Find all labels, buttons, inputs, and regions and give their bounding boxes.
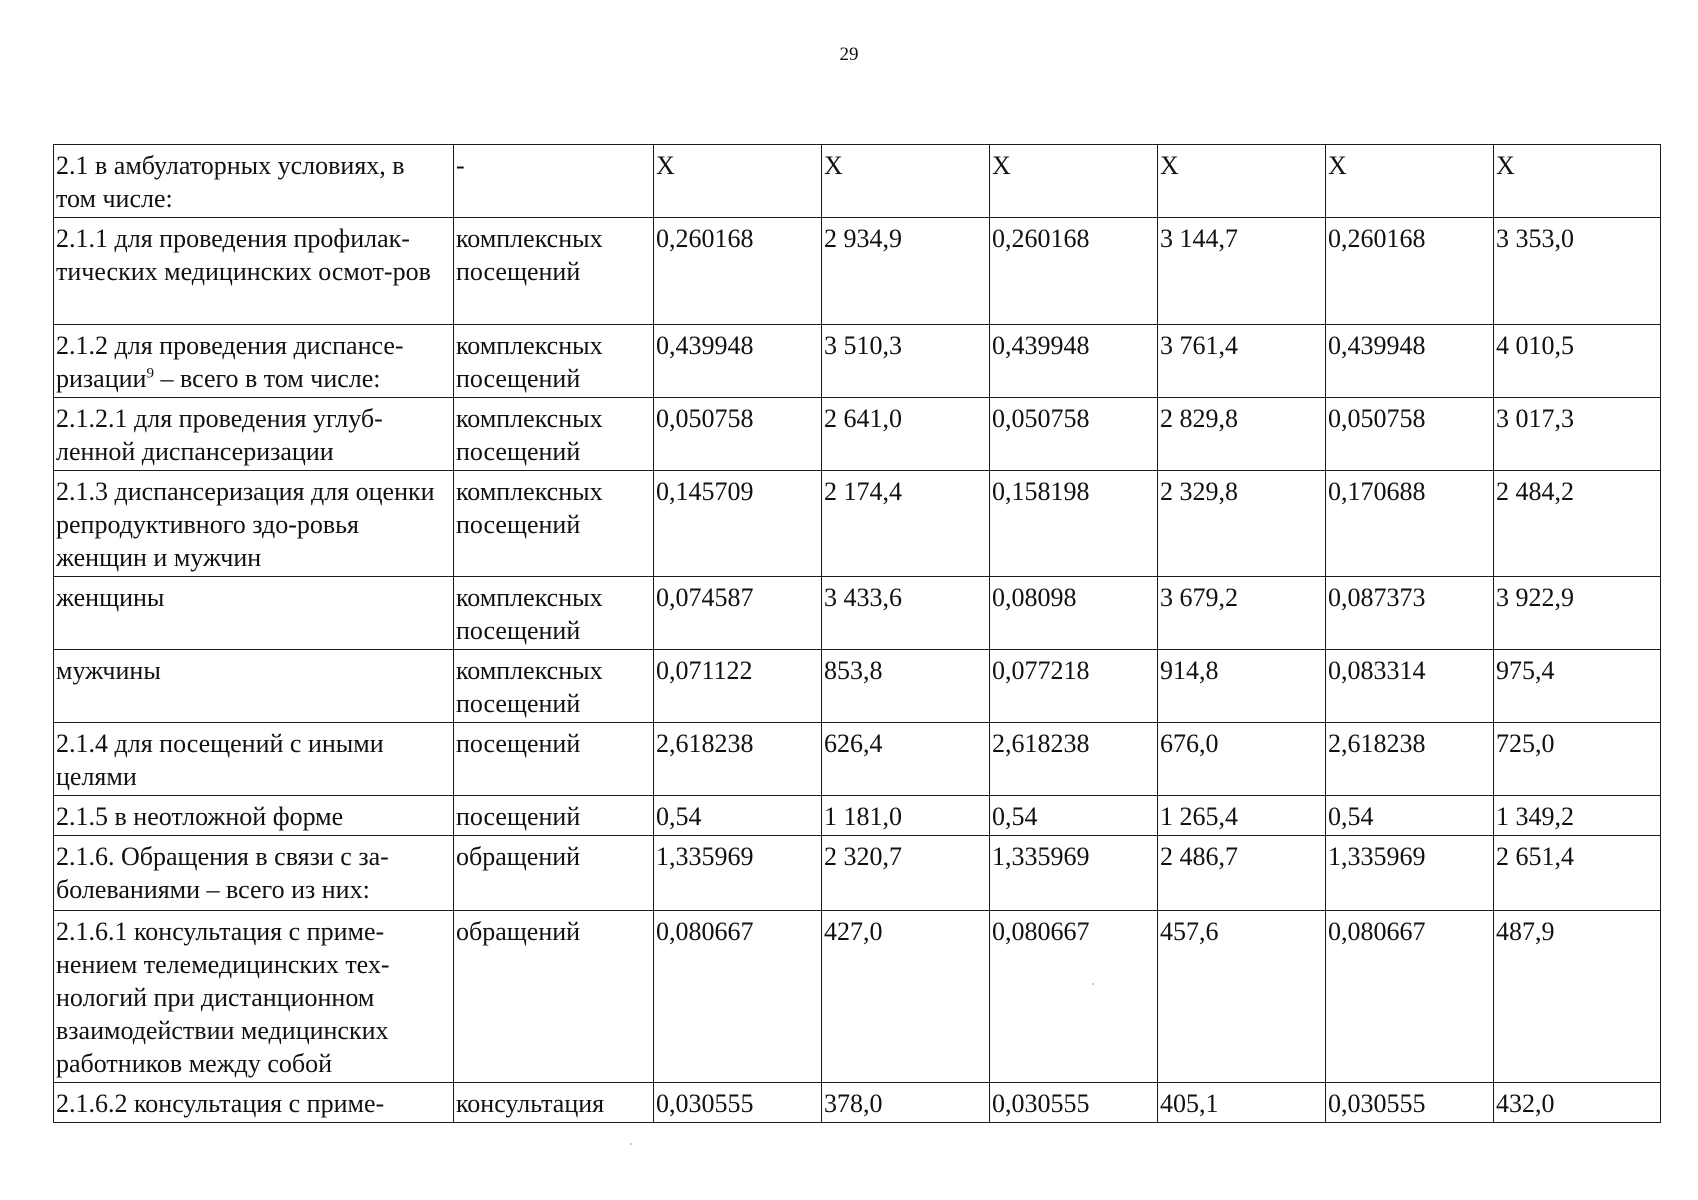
value-cell: 626,4 <box>822 723 990 796</box>
value-cell: 0,439948 <box>990 325 1158 398</box>
value-cell: 0,54 <box>990 796 1158 836</box>
table-row <box>54 325 1661 398</box>
table-row <box>54 911 1661 1083</box>
row-name-cell <box>54 325 454 398</box>
value-cell: X <box>990 145 1158 218</box>
value-cell: 2 934,9 <box>822 218 990 325</box>
row-name-cell: 2.1.6. Обращения в связи с за-болеваниями – всего из них: <box>54 836 454 911</box>
value-cell: 2,618238 <box>654 723 822 796</box>
value-cell: 1,335969 <box>654 836 822 911</box>
value-cell: X <box>1494 145 1661 218</box>
value-cell: 0,083314 <box>1326 650 1494 723</box>
value-cell: 0,08098 <box>990 577 1158 650</box>
data-table <box>53 144 1661 1123</box>
table-body <box>54 145 1661 1123</box>
value-cell: 3 433,6 <box>822 577 990 650</box>
row-name-text: – всего в том числе: <box>153 364 381 393</box>
value-cell: 0,080667 <box>990 911 1158 1083</box>
unit-cell: обращений <box>454 911 654 1083</box>
value-cell: 0,050758 <box>990 398 1158 471</box>
value-cell: 0,439948 <box>654 325 822 398</box>
row-name-cell: 2.1.1 для проведения профилак-тических медицинских осмот-ров <box>54 218 454 325</box>
row-name-cell: женщины <box>54 577 454 650</box>
value-cell: 3 510,3 <box>822 325 990 398</box>
value-cell: 0,030555 <box>654 1083 822 1123</box>
value-cell: 975,4 <box>1494 650 1661 723</box>
table-row <box>54 145 1661 218</box>
value-cell: 0,050758 <box>1326 398 1494 471</box>
table-row <box>54 723 1661 796</box>
table-row <box>54 1083 1661 1123</box>
value-cell: X <box>1326 145 1494 218</box>
value-cell: 3 922,9 <box>1494 577 1661 650</box>
row-name-text: 2.1.2 для проведения диспансе-ризации <box>56 331 404 393</box>
table-row <box>54 398 1661 471</box>
footnote-marker: 9 <box>146 365 154 382</box>
unit-cell: обращений <box>454 836 654 911</box>
value-cell: 427,0 <box>822 911 990 1083</box>
unit-cell: комплексных посещений <box>454 218 654 325</box>
value-cell: 2 174,4 <box>822 471 990 577</box>
value-cell: 0,087373 <box>1326 577 1494 650</box>
unit-cell: посещений <box>454 796 654 836</box>
value-cell: 0,077218 <box>990 650 1158 723</box>
value-cell: 2 829,8 <box>1158 398 1326 471</box>
value-cell: X <box>654 145 822 218</box>
value-cell: 1 265,4 <box>1158 796 1326 836</box>
value-cell: 0,54 <box>654 796 822 836</box>
scan-speck <box>630 1143 632 1145</box>
value-cell: 0,260168 <box>1326 218 1494 325</box>
table-row <box>54 650 1661 723</box>
unit-cell: комплексных посещений <box>454 650 654 723</box>
row-name-cell: 2.1.3 диспансеризация для оценки репродуктивного здо-ровья женщин и мужчин <box>54 471 454 577</box>
row-name-cell: 2.1.5 в неотложной форме <box>54 796 454 836</box>
value-cell: X <box>822 145 990 218</box>
value-cell: 4 010,5 <box>1494 325 1661 398</box>
value-cell: 432,0 <box>1494 1083 1661 1123</box>
value-cell: 0,030555 <box>990 1083 1158 1123</box>
value-cell: 0,050758 <box>654 398 822 471</box>
scan-speck <box>1092 983 1094 985</box>
value-cell: X <box>1158 145 1326 218</box>
value-cell: 2 320,7 <box>822 836 990 911</box>
value-cell: 3 017,3 <box>1494 398 1661 471</box>
value-cell: 1,335969 <box>1326 836 1494 911</box>
value-cell: 0,074587 <box>654 577 822 650</box>
value-cell: 3 144,7 <box>1158 218 1326 325</box>
value-cell: 2 329,8 <box>1158 471 1326 577</box>
table-row <box>54 577 1661 650</box>
unit-cell: комплексных посещений <box>454 398 654 471</box>
unit-cell: консультация <box>454 1083 654 1123</box>
value-cell: 378,0 <box>822 1083 990 1123</box>
value-cell: 1 349,2 <box>1494 796 1661 836</box>
value-cell: 676,0 <box>1158 723 1326 796</box>
value-cell: 0,030555 <box>1326 1083 1494 1123</box>
value-cell: 0,54 <box>1326 796 1494 836</box>
table-row <box>54 796 1661 836</box>
value-cell: 0,080667 <box>654 911 822 1083</box>
value-cell: 0,080667 <box>1326 911 1494 1083</box>
value-cell: 457,6 <box>1158 911 1326 1083</box>
row-name-cell: 2.1 в амбулаторных условиях, в том числе: <box>54 145 454 218</box>
unit-cell: комплексных посещений <box>454 471 654 577</box>
row-name-cell: 2.1.6.2 консультация с приме- <box>54 1083 454 1123</box>
value-cell: 914,8 <box>1158 650 1326 723</box>
value-cell: 0,170688 <box>1326 471 1494 577</box>
unit-cell: - <box>454 145 654 218</box>
value-cell: 3 353,0 <box>1494 218 1661 325</box>
table-row <box>54 218 1661 325</box>
table-row <box>54 836 1661 911</box>
value-cell: 2 484,2 <box>1494 471 1661 577</box>
value-cell: 0,260168 <box>654 218 822 325</box>
value-cell: 3 761,4 <box>1158 325 1326 398</box>
value-cell: 0,145709 <box>654 471 822 577</box>
value-cell: 2,618238 <box>990 723 1158 796</box>
value-cell: 0,260168 <box>990 218 1158 325</box>
value-cell: 2 641,0 <box>822 398 990 471</box>
value-cell: 0,071122 <box>654 650 822 723</box>
value-cell: 2,618238 <box>1326 723 1494 796</box>
value-cell: 405,1 <box>1158 1083 1326 1123</box>
value-cell: 0,158198 <box>990 471 1158 577</box>
row-name-cell: мужчины <box>54 650 454 723</box>
row-name-cell: 2.1.4 для посещений с иными целями <box>54 723 454 796</box>
row-name-cell: 2.1.2.1 для проведения углуб-ленной диспансеризации <box>54 398 454 471</box>
value-cell: 1 181,0 <box>822 796 990 836</box>
table-row <box>54 471 1661 577</box>
value-cell: 1,335969 <box>990 836 1158 911</box>
value-cell: 2 486,7 <box>1158 836 1326 911</box>
value-cell: 2 651,4 <box>1494 836 1661 911</box>
page-number: 29 <box>839 44 859 65</box>
unit-cell: посещений <box>454 723 654 796</box>
value-cell: 487,9 <box>1494 911 1661 1083</box>
unit-cell: комплексных посещений <box>454 577 654 650</box>
value-cell: 853,8 <box>822 650 990 723</box>
unit-cell: комплексных посещений <box>454 325 654 398</box>
value-cell: 3 679,2 <box>1158 577 1326 650</box>
value-cell: 725,0 <box>1494 723 1661 796</box>
value-cell: 0,439948 <box>1326 325 1494 398</box>
row-name-cell: 2.1.6.1 консультация с приме-нением телемедицинских тех-нологий при дистанционном взаимодействии медицинских работников между собой <box>54 911 454 1083</box>
